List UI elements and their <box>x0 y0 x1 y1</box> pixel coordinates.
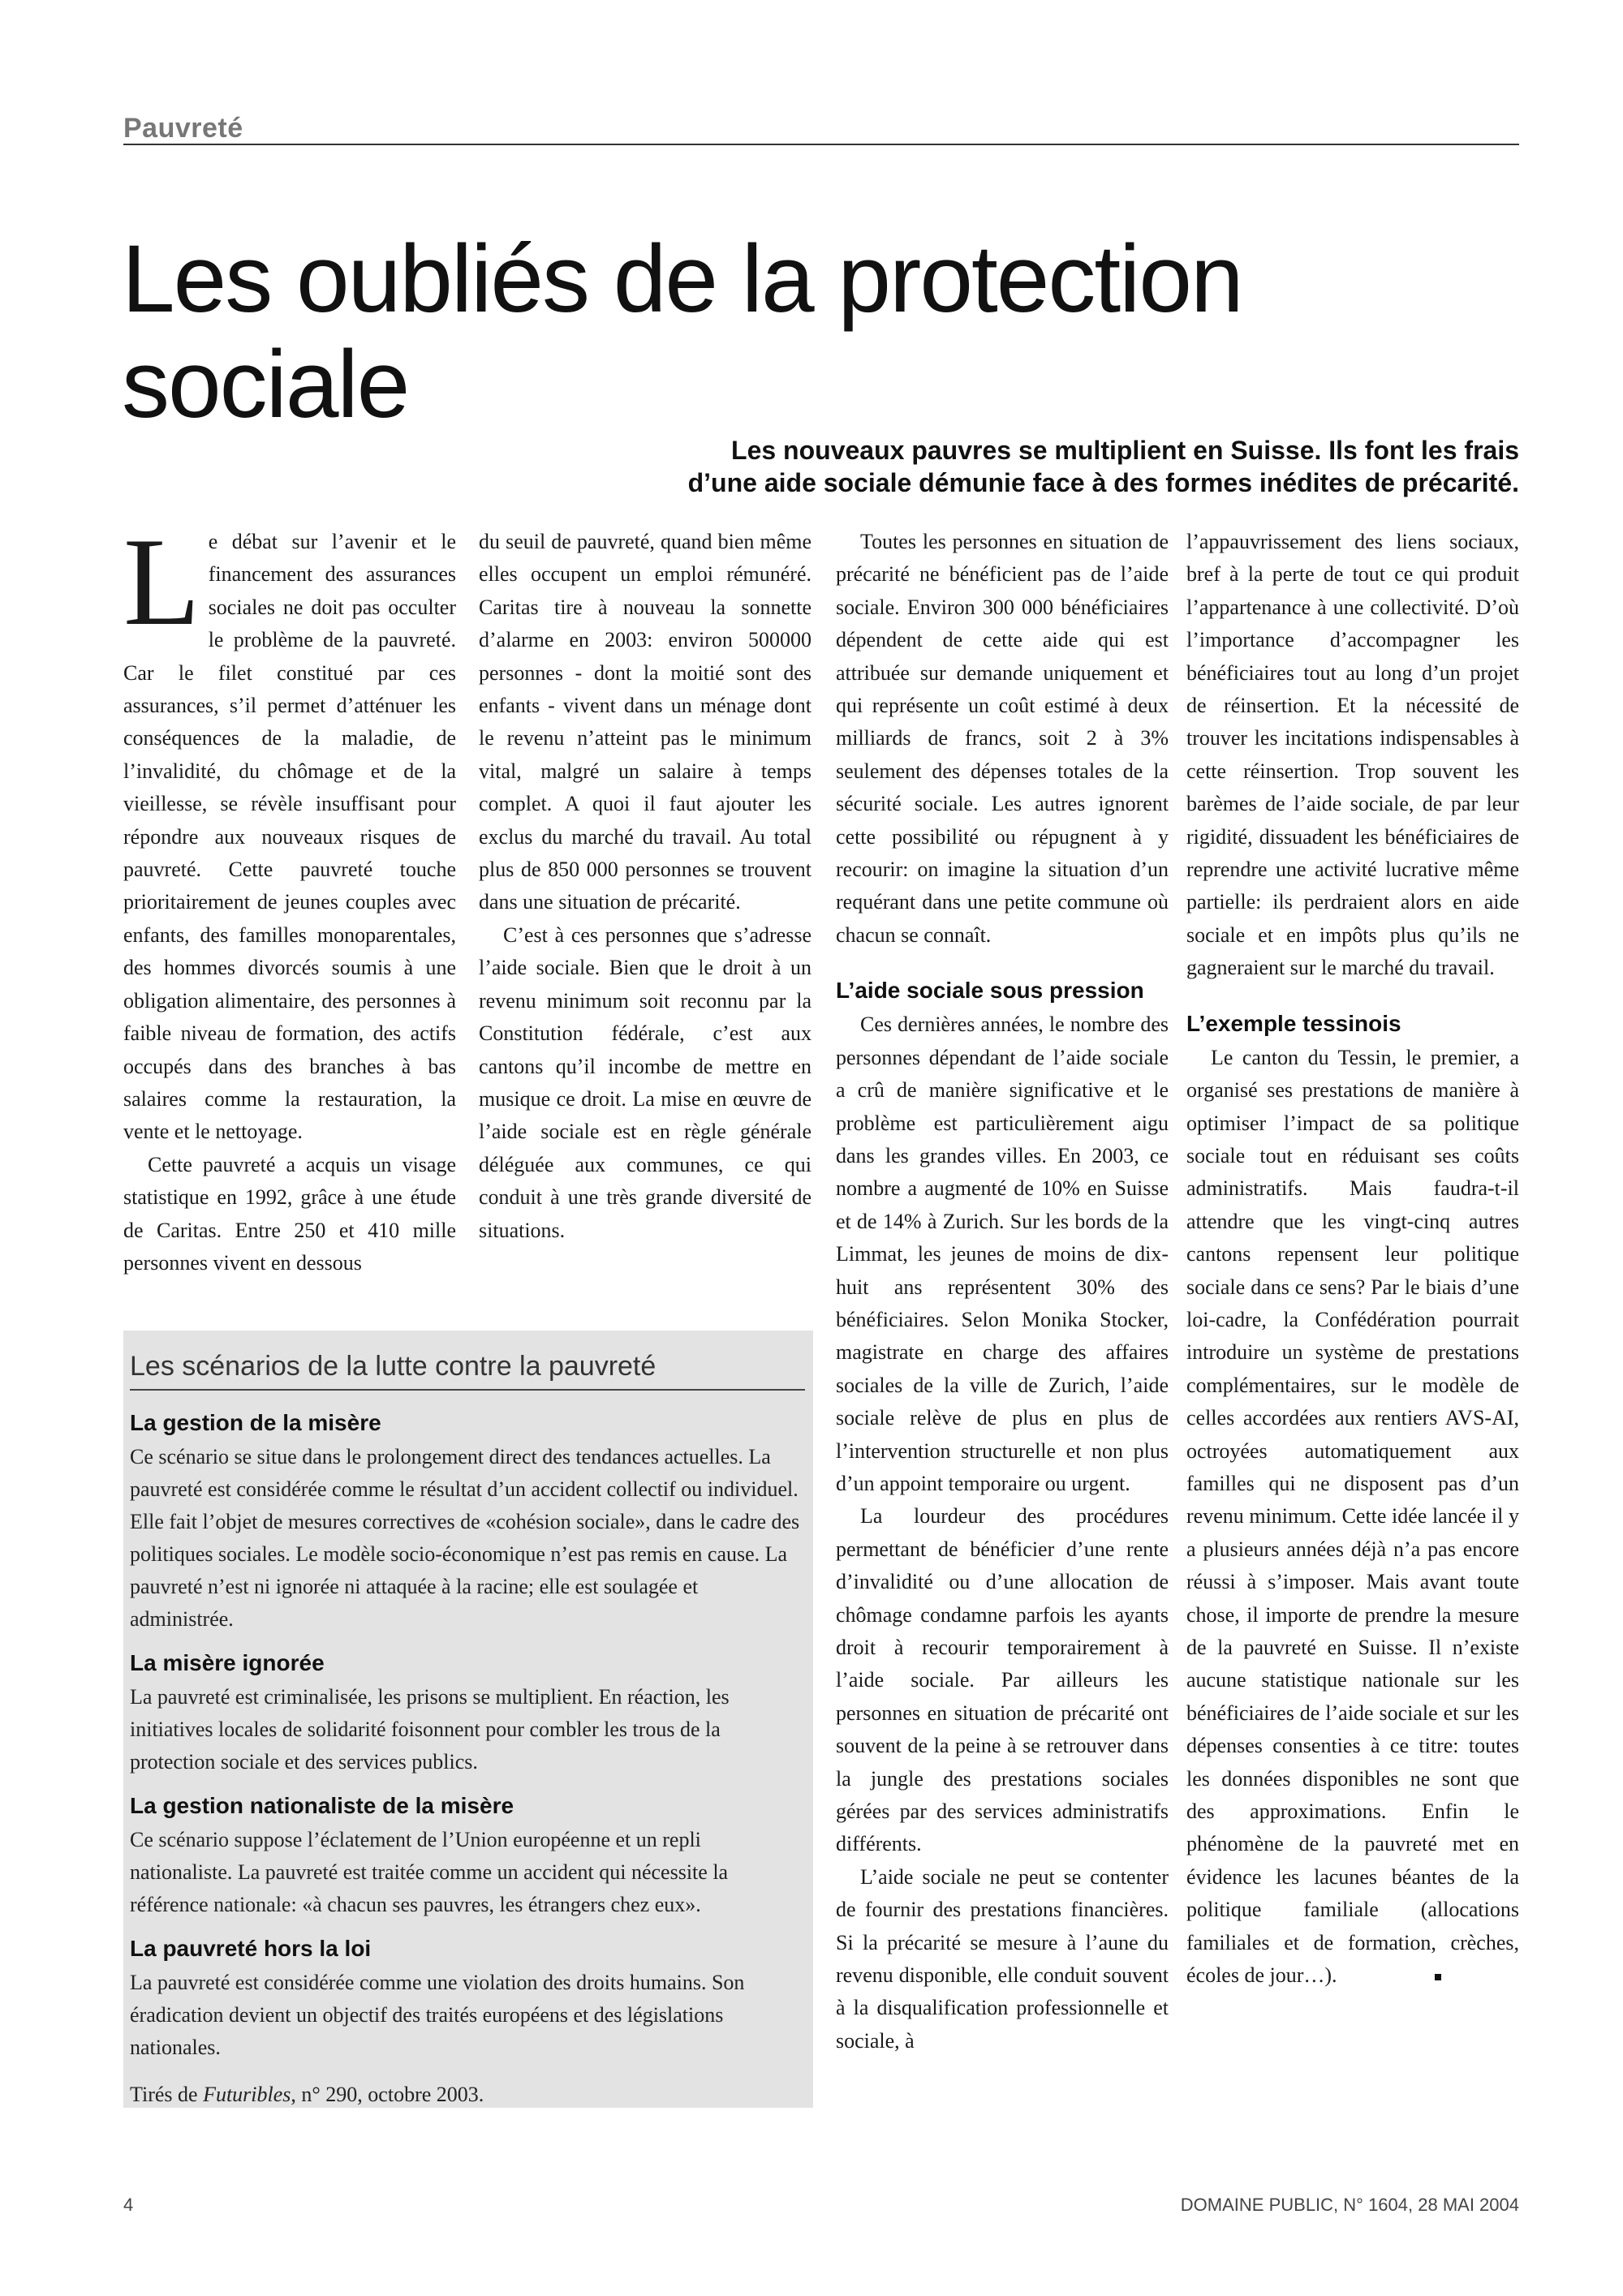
sidebar-item-text: Ce scénario suppose l’éclatement de l’Union européenne et un repli nationaliste. La pauvreté est traitée comme un accident qui nécessite la référence nationale: «à chacun ses pauvres, les étrangers chez eux». <box>130 1828 729 1916</box>
sidebar-item-text: La pauvreté est considérée comme une violation des droits humains. Son éradication devient un objectif des traités européens et des législations nationales. <box>130 1971 745 2059</box>
paragraph: l’appauvrissement des liens sociaux, bref à la perte de tout ce qui produit l’appartenance à une collectivité. D’où l’importance d’accompagner les bénéficiaires tout au long d’un projet de réinsertion. Et la nécessité de trouver les incitations indispensables à cette réinsertion. Trop souvent les barèmes de l’aide sociale, de par leur rigidité, dissuadent les bénéficiaires de reprendre une activité lucrative même partielle: ils perdraient alors en aide sociale et en impôts plus qu’ils ne gagneraient sur le marché du travail. <box>1186 530 1519 980</box>
drop-cap: L <box>123 512 200 651</box>
lede-line-2: d’une aide sociale démunie face à des formes inédites de précarité. <box>687 468 1519 497</box>
article-column-4 <box>1186 526 1519 1992</box>
lede-line-1: Les nouveaux pauvres se multiplient en Suisse. Ils font les frais <box>731 436 1519 465</box>
sidebar-item <box>130 1407 805 1636</box>
paragraph: Ces dernières années, le nombre des personnes dépendant de l’aide sociale a crû de manière significative et le problème est particulièrement aigu dans les grandes villes. En 2003, ce nombre a augmenté de 10% en Suisse et de 14% à Zurich. Sur les bords de la Limmat, les jeunes de moins de dix-huit ans représentent 30% des bénéficiaires. Selon Monika Stocker, magistrate en charge des affaires sociales de la ville de Zurich, l’aide sociale relève de plus en plus de l’intervention structurelle et non plus d’un appoint temporaire ou urgent. <box>836 1013 1169 1495</box>
article-column-3 <box>836 526 1169 2057</box>
paragraph: C’est à ces personnes que s’adresse l’aide sociale. Bien que le droit à un revenu minimum soit reconnu par la Constitution fédérale, c’est aux cantons qu’il incombe de mettre en musique ce droit. La mise en œuvre de l’aide sociale est en règle générale déléguée aux communes, ce qui conduit à une très grande diversité de situations. <box>479 922 812 1242</box>
article-column-1 <box>123 512 456 1279</box>
sidebar-item-heading: La gestion nationaliste de la misère <box>130 1793 514 1818</box>
article-lede <box>302 434 1519 499</box>
section-header <box>123 110 1519 145</box>
page-number: 4 <box>123 2195 134 2215</box>
sidebar-item-heading: La misère ignorée <box>130 1650 325 1675</box>
sidebar-item-heading: La gestion de la misère <box>130 1410 381 1435</box>
article-title: Les oubliés de la protection sociale <box>122 226 1242 438</box>
subheading: L’aide sociale sous pression <box>836 978 1144 1004</box>
paragraph: Le canton du Tessin, le premier, a organisé ses prestations de manière à optimiser l’impact de sa politique sociale tout en réduisant ses coûts administratifs. Mais faudra-t-il attendre que les vingt-cinq autres cantons repensent leur politique sociale dans ce sens? Par le biais d’une loi-cadre, la Confédération pourrait introduire un système de prestations complémentaires, sur le modèle de celles accordées aux rentiers AVS-AI, octroyées automatiquement aux familles qui ne disposent pas d’un revenu minimum. Cette idée lancée il y a plusieurs années déjà n’a pas encore réussi à s’imposer. Mais avant toute chose, il importe de prendre la mesure de la pauvreté en Suisse. Il n’existe aucune statistique nationale sur les bénéficiaires de l’aide sociale et sur les dépenses consenties à ce titre: toutes les données disponibles ne sont que des approximations. Enfin le phénomène de la pauvreté met en évidence les lacunes béantes de la politique familiale (allocations familiales et de formation, crèches, écoles de jour…). <box>1186 1045 1519 1988</box>
scenarios-sidebar <box>123 1331 813 2108</box>
publication-info: DOMAINE PUBLIC, N° 1604, 28 MAI 2004 <box>1180 2195 1519 2215</box>
sidebar-item <box>130 1933 805 2064</box>
paragraph: La lourdeur des procédures permettant de bénéficier d’une rente d’invalidité ou d’une allocation de chômage condamne parfois les ayants droit à recourir temporairement à l’aide sociale. Par ailleurs les personnes en situation de précarité ont souvent de la peine à se retrouver dans la jungle des prestations sociales gérées par des services administratifs différents. <box>836 1504 1169 1856</box>
sidebar-item-text: La pauvreté est criminalisée, les prisons se multiplient. En réaction, les initiatives locales de solidarité foisonnent pour combler les trous de la protection sociale et des services publics. <box>130 1685 730 1774</box>
paragraph: Cette pauvreté a acquis un visage statistique en 1992, grâce à une étude de Caritas. Entre 250 et 410 mille personnes vivent en dessous <box>123 1152 456 1275</box>
subheading: L’exemple tessinois <box>1186 1010 1401 1036</box>
sidebar-item <box>130 1647 805 1778</box>
sidebar-item <box>130 1790 805 1921</box>
paragraph: du seuil de pauvreté, quand bien même elles occupent un emploi rémunéré. Caritas tire à nouveau la sonnette d’alarme en 2003: environ 500000 personnes - dont la moitié sont des enfants - vivent dans un ménage dont le revenu n’atteint pas le minimum vital, malgré un salaire à temps complet. A quoi il faut ajouter les exclus du marché du travail. Au total plus de 850 000 personnes se trouvent dans une situation de précarité. <box>479 530 812 914</box>
source-title: Futuribles <box>203 2083 291 2106</box>
end-mark-icon <box>1435 1974 1441 1980</box>
sidebar-item-text: Ce scénario se situe dans le prolongement direct des tendances actuelles. La pauvreté est considérée comme le résultat d’un accident collectif ou individuel. Elle fait l’objet de mesures correctives de «cohésion sociale», dans le cadre des politiques sociales. Le modèle socio-économique n’est pas remis en cause. La pauvreté n’est ni ignorée ni attaquée à la racine; elle est soulagée et administrée. <box>130 1445 800 1631</box>
sidebar-source: Tirés de Futuribles, n° 290, octobre 2003. <box>130 2083 484 2106</box>
sidebar-title: Les scénarios de la lutte contre la pauvreté <box>130 1345 805 1391</box>
sidebar-item-heading: La pauvreté hors la loi <box>130 1936 372 1961</box>
section-label: Pauvreté <box>123 113 243 144</box>
paragraph: L’aide sociale ne peut se contenter de fournir des prestations financières. Si la précarité se mesure à l’aune du revenu disponible, elle conduit souvent à la disqualification professionnelle et sociale, à <box>836 1864 1169 2053</box>
article-column-2 <box>479 526 812 1247</box>
paragraph: Toutes les personnes en situation de précarité ne bénéficient pas de l’aide sociale. Environ 300 000 bénéficiaires dépendent de cette aide qui est attribuée sur demande uniquement et qui représente un coût estimé à deux milliards de francs, soit 2 à 3% seulement des dépenses totales de la sécurité sociale. Les autres ignorent cette possibilité ou répugnent à y recourir: on imagine la situation d’un requérant dans une petite commune où chacun se connaît. <box>836 530 1169 947</box>
paragraph: Le débat sur l’avenir et le financement des assurances sociales ne doit pas occulter le problème de la pauvreté. Car le filet constitué par ces assurances, s’il permet d’atténuer les conséquences de la maladie, de l’invalidité, du chômage et de la vieillesse, se révèle insuffisant pour répondre aux nouveaux risques de pauvreté. Cette pauvreté touche prioritairement de jeunes couples avec enfants, des familles monoparentales, des hommes divorcés soumis à une obligation alimentaire, des personnes à faible niveau de formation, des actifs occupés dans des branches à bas salaires comme la restauration, la vente et le nettoyage. <box>123 512 456 1144</box>
